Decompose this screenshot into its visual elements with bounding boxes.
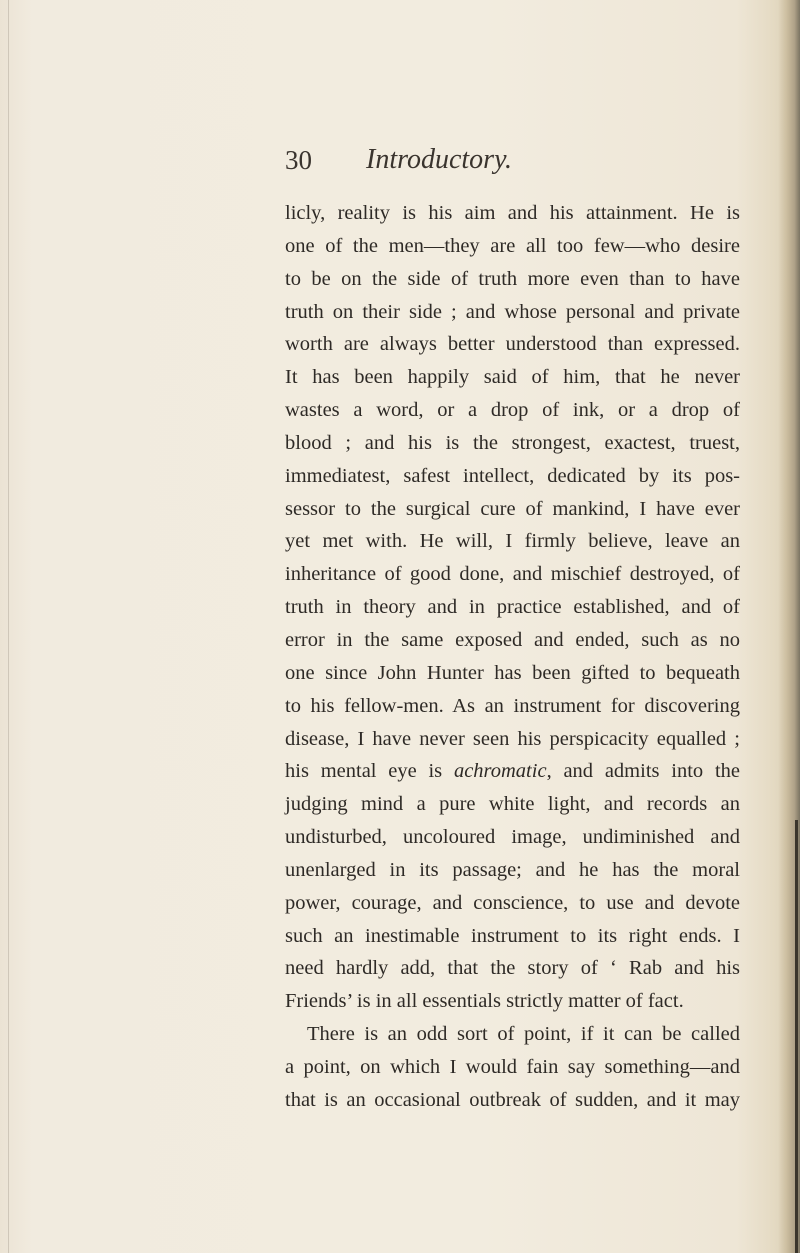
text-line: Friends’ is in all essentials strictly matter of fact. (285, 990, 684, 1013)
text-line: such an inestimable instrument to its right ends. I (285, 924, 740, 947)
paragraph (285, 1018, 740, 1117)
text-line: error in the same exposed and ended, such as no (285, 628, 740, 651)
text-line: judging mind a pure white light, and records an (285, 793, 740, 816)
text-line: truth on their side ; and whose personal and private (285, 300, 740, 323)
text-line: blood ; and his is the strongest, exactest, truest, (285, 431, 740, 454)
text-line: undisturbed, uncoloured image, undiminished and (285, 826, 740, 849)
page-header (0, 140, 800, 180)
text-line: wastes a word, or a drop of ink, or a drop of (285, 399, 740, 422)
italic-term: achromatic (453, 760, 547, 783)
text-line: a point, on which I would fain say something—and (285, 1055, 740, 1078)
text-line (285, 755, 740, 788)
text-line: to be on the side of truth more even than to have (285, 267, 740, 290)
page-number: 30 (285, 145, 312, 175)
text-line: inheritance of good done, and mischief destroyed, of (285, 563, 740, 586)
paragraph (285, 197, 740, 1018)
body-text (285, 197, 740, 1117)
text-line: disease, I have never seen his perspicacity equalled ; (285, 727, 740, 750)
text-run: , and admits into the (546, 760, 740, 783)
text-line: There is an odd sort of point, if it can be called (307, 1023, 740, 1046)
text-line: It has been happily said of him, that he never (285, 366, 740, 389)
page-edge-shadow (778, 0, 800, 1253)
text-run: his mental eye is (285, 760, 454, 783)
text-line: one since John Hunter has been gifted to bequeath (285, 661, 740, 684)
text-line: one of the men—they are all too few—who desire (285, 234, 740, 257)
text-line: immediatest, safest intellect, dedicated by its pos- (285, 464, 740, 487)
page-gutter-line (8, 0, 9, 1253)
text-line: yet met with. He will, I firmly believe, leave an (285, 530, 740, 553)
text-line: truth in theory and in practice established, and of (285, 596, 740, 619)
text-line: unenlarged in its passage; and he has the moral (285, 858, 740, 881)
text-line: to his fellow-men. As an instrument for discovering (285, 694, 740, 717)
binding-edge (795, 820, 798, 1253)
text-line: need hardly add, that the story of ‘ Rab and his (285, 957, 740, 980)
text-line: power, courage, and conscience, to use and devote (285, 891, 740, 914)
text-line: sessor to the surgical cure of mankind, I have ever (285, 497, 740, 520)
text-line: licly, reality is his aim and his attainment. He is (285, 202, 740, 224)
text-line: that is an occasional outbreak of sudden, and it may (285, 1088, 740, 1111)
text-line: worth are always better understood than expressed. (285, 333, 740, 356)
running-head: Introductory. (366, 144, 512, 175)
